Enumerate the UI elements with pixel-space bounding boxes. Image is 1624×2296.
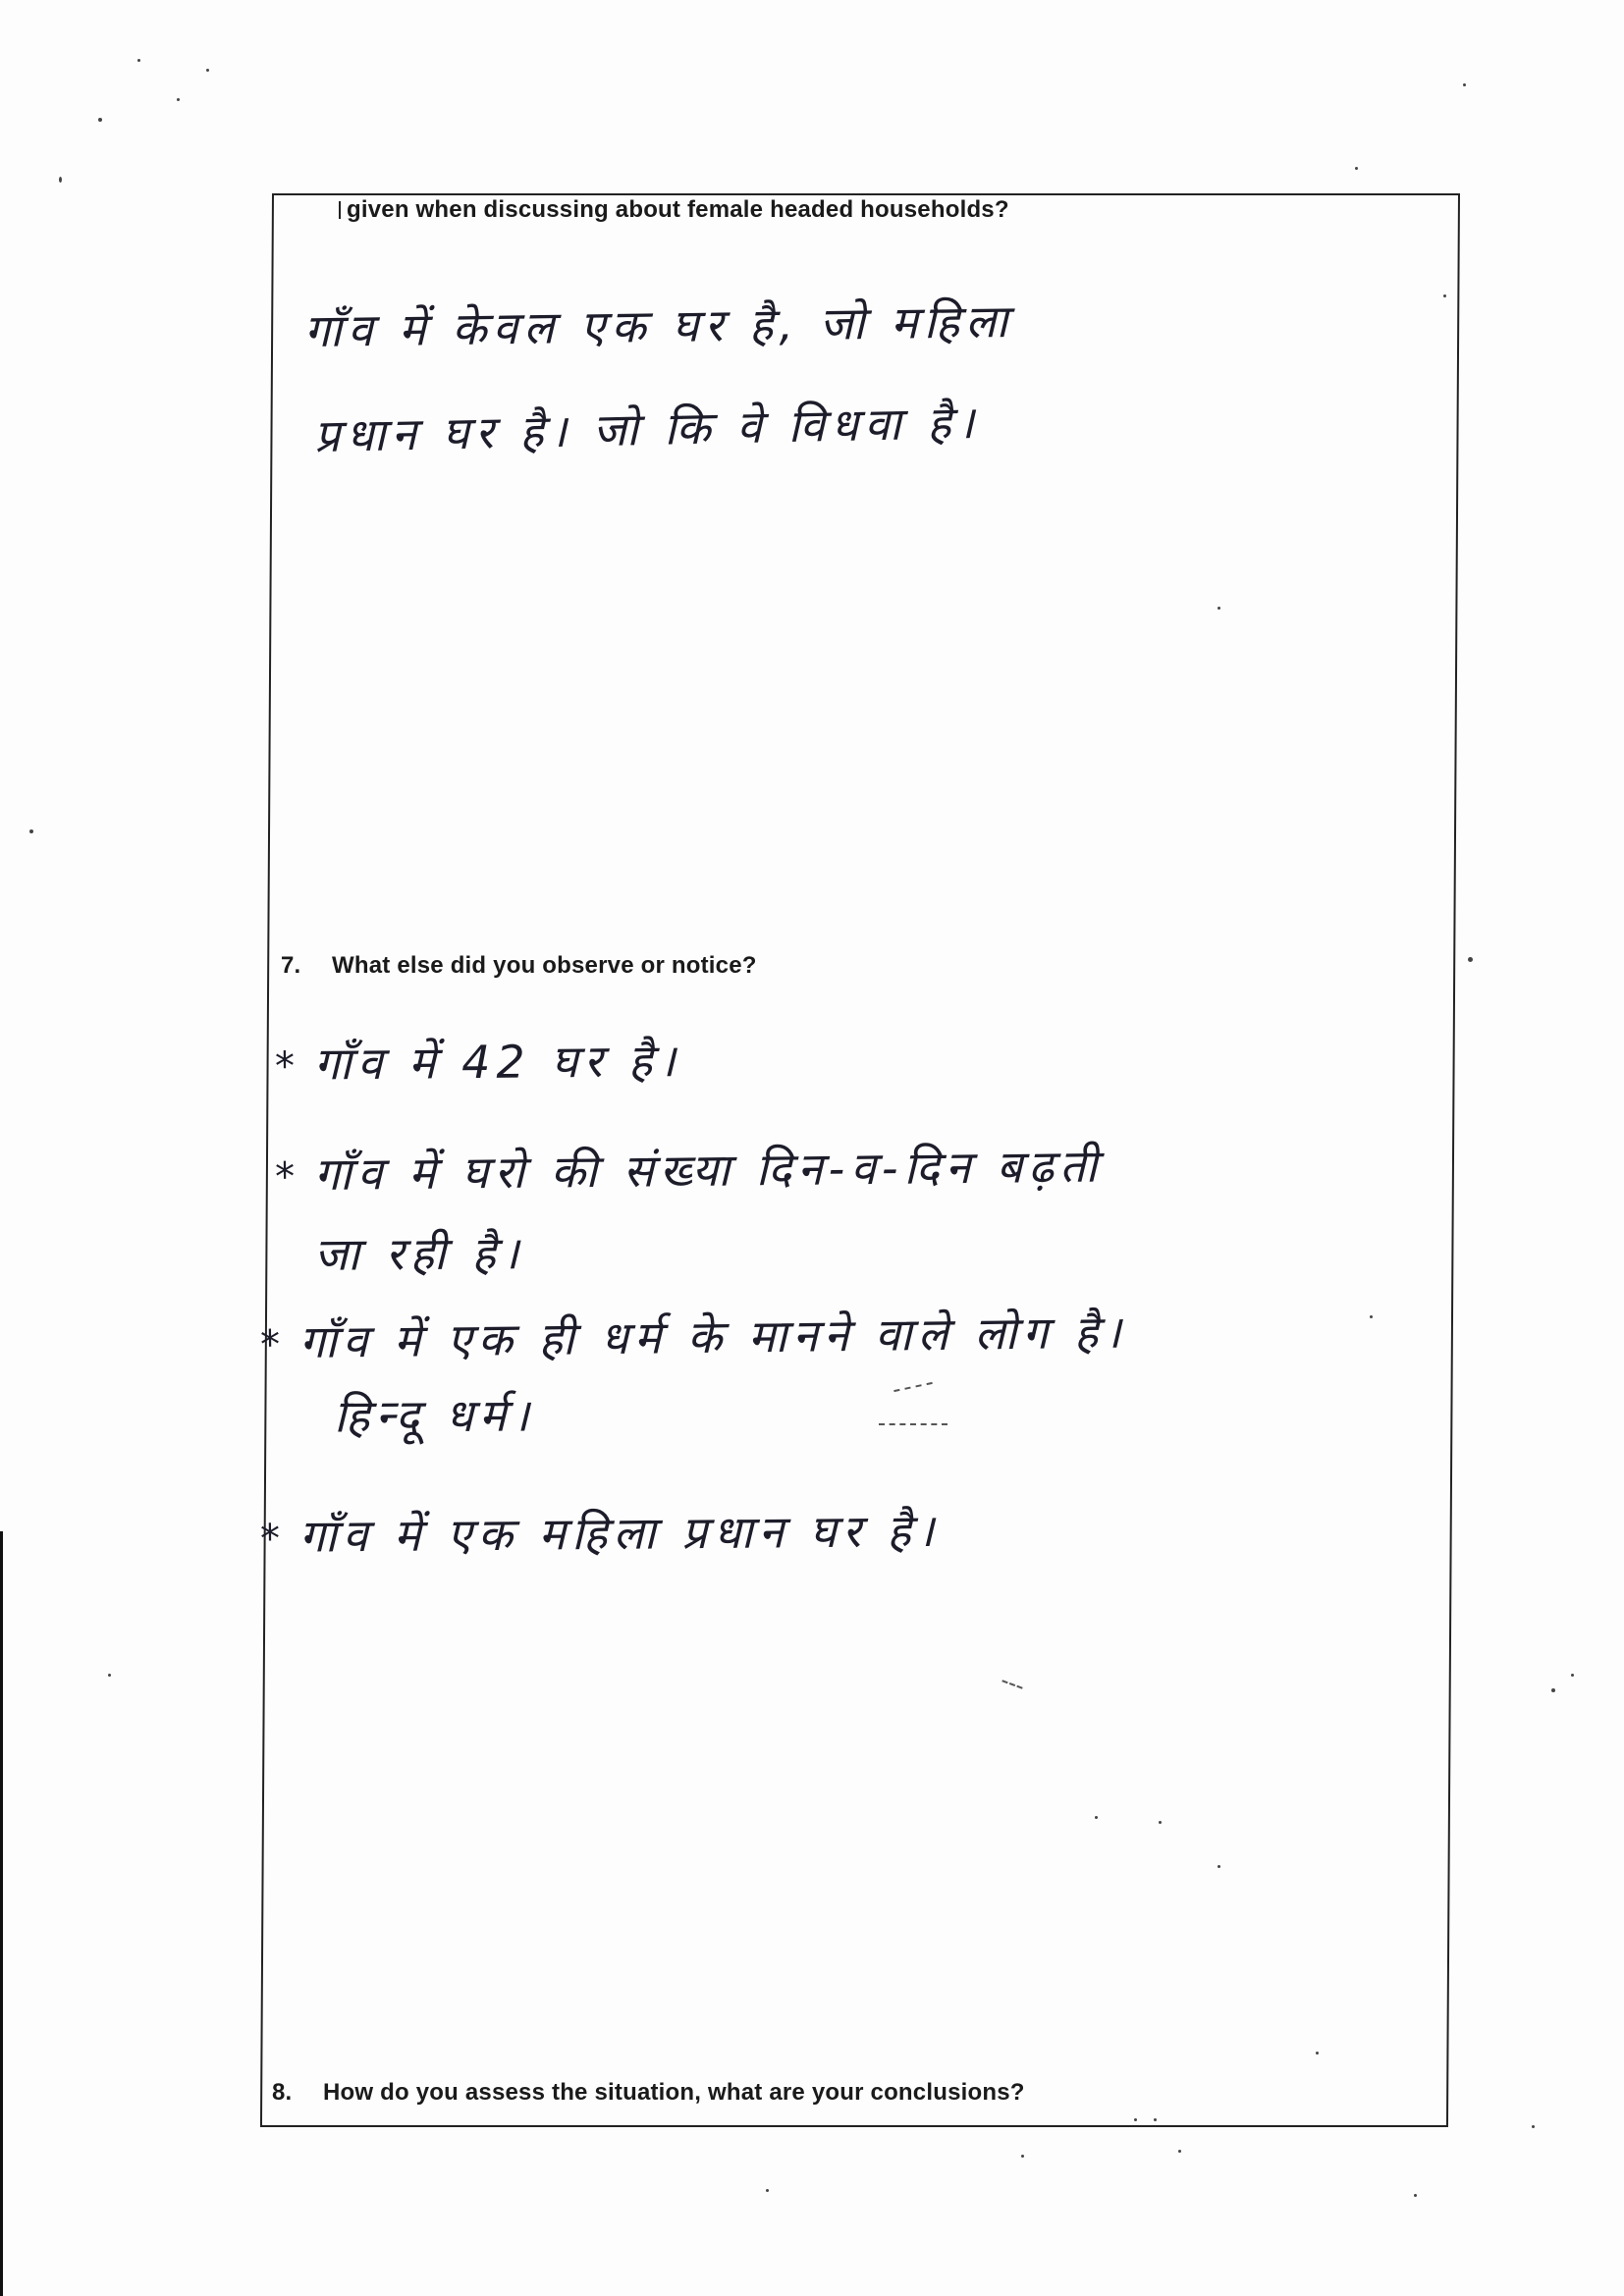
scan-speck xyxy=(177,98,180,101)
answer-7-item-1-text: गाँव में 42 घर है। xyxy=(313,1034,682,1091)
scan-speck xyxy=(1463,83,1466,86)
scan-speck xyxy=(1159,1821,1162,1824)
scan-speck xyxy=(59,177,62,183)
scan-speck xyxy=(1134,2118,1137,2121)
question-8-number: 8. xyxy=(272,2079,293,2106)
answer-7-item-4-text: गाँव में एक महिला प्रधान घर है। xyxy=(298,1503,941,1563)
scan-speck xyxy=(1551,1688,1555,1692)
answer-7-item-1 xyxy=(275,1029,681,1094)
scan-speck xyxy=(1218,1865,1220,1868)
answer-7-item-3-continuation: हिन्दू धर्म। xyxy=(333,1388,535,1443)
scan-speck xyxy=(1370,1315,1373,1318)
question-8 xyxy=(272,2079,1025,2107)
tick-mark xyxy=(339,201,341,219)
answer-7-item-4 xyxy=(260,1499,941,1566)
question-7-text: What else did you observe or notice? xyxy=(332,952,757,979)
scan-speck xyxy=(766,2189,769,2192)
scan-speck xyxy=(1355,167,1358,170)
scan-speck xyxy=(98,118,102,122)
scan-speck xyxy=(1468,957,1473,962)
question-8-text: How do you assess the situation, what are your conclusions? xyxy=(323,2079,1025,2106)
answer-6-line-1: गाँव में केवल एक घर है, जो महिला xyxy=(303,294,1014,358)
bullet-star: * xyxy=(274,1154,301,1201)
question-6-text: given when discussing about female headed households? xyxy=(347,196,1009,223)
question-7-number: 7. xyxy=(281,952,301,979)
answer-7-item-2-continuation: जा रही है। xyxy=(313,1226,525,1281)
bullet-star: * xyxy=(259,1322,287,1368)
pen-scratch xyxy=(879,1423,947,1425)
scan-speck xyxy=(1532,2125,1535,2128)
scan-speck xyxy=(1021,2155,1024,2158)
scan-speck xyxy=(108,1674,111,1677)
scan-speck xyxy=(1218,607,1220,610)
scan-speck xyxy=(1178,2150,1181,2153)
answer-7-item-3-text: गाँव में एक ही धर्म के मानने वाले लोग है। xyxy=(298,1305,1128,1368)
bullet-star: * xyxy=(259,1516,287,1563)
question-6-continuation xyxy=(339,196,1009,224)
answer-7-item-2 xyxy=(275,1135,1104,1204)
scan-edge-line xyxy=(0,1531,3,2296)
bullet-star: * xyxy=(274,1043,301,1090)
scan-speck xyxy=(29,829,33,833)
scan-speck xyxy=(137,59,140,62)
answer-7-item-3 xyxy=(260,1301,1127,1372)
scan-speck xyxy=(1571,1674,1574,1677)
answer-6-line-2: प्रधान घर है। जो कि वे विधवा है। xyxy=(313,395,981,463)
scan-speck xyxy=(1154,2118,1157,2121)
scan-speck xyxy=(1316,2052,1319,2055)
scan-speck xyxy=(1414,2194,1417,2197)
question-7 xyxy=(281,952,757,980)
answer-7-item-2-text: गाँव में घरो की संख्या दिन-व-दिन बढ़ती xyxy=(313,1139,1104,1201)
scan-speck xyxy=(1443,294,1446,297)
scan-speck xyxy=(206,69,209,72)
scan-speck xyxy=(1095,1816,1098,1819)
